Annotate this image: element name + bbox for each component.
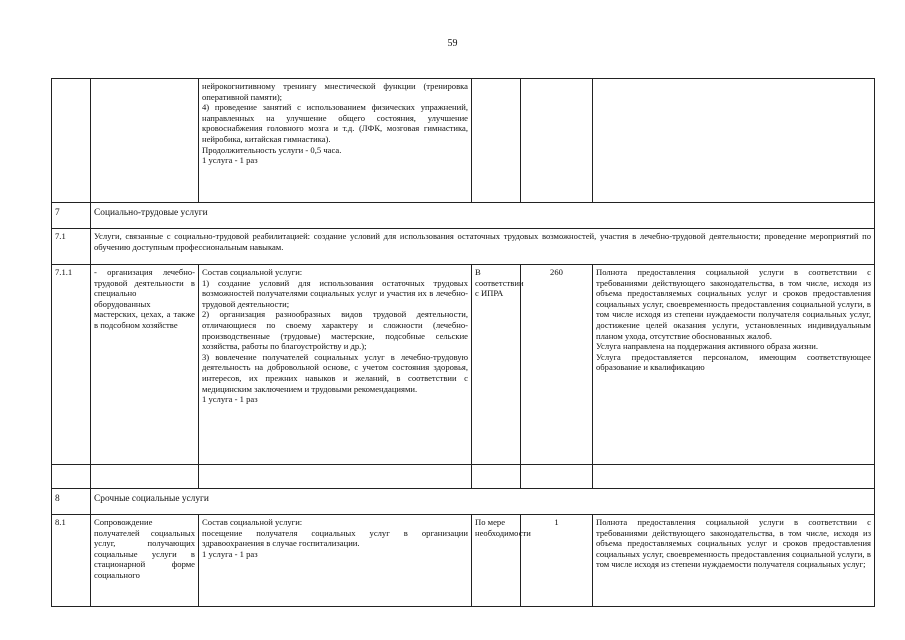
cell-name: Сопровождение получателей социальных услуг, получающих социальные услуги в стационарной форме социального: [91, 515, 199, 607]
section-number: 8: [52, 489, 91, 515]
cell-volume: [521, 465, 593, 489]
cell-num: [52, 79, 91, 203]
table-row: [52, 79, 875, 203]
cell-name: - организация лечебно-трудовой деятельности в специально оборудованных мастерских, цехах, а также в подсобном хозяйстве: [91, 265, 199, 465]
cell-content: [199, 465, 472, 489]
cell-period: По мере необходимости: [472, 515, 521, 607]
cell-num: 8.1: [52, 515, 91, 607]
cell-quality: [593, 465, 875, 489]
section-row: [52, 203, 875, 229]
cell-volume: [521, 79, 593, 203]
cell-volume: 260: [521, 265, 593, 465]
section-row: [52, 489, 875, 515]
section-title: Социально-трудовые услуги: [91, 203, 875, 229]
cell-num: [52, 465, 91, 489]
table-row: [52, 515, 875, 607]
cell-period: [472, 465, 521, 489]
subsection-row: [52, 229, 875, 265]
table-row: [52, 265, 875, 465]
cell-content: Состав социальной услуги: посещение получателя социальных услуг в организации здравоохранения в случае госпитализации. 1 услуга - 1 раз: [199, 515, 472, 607]
cell-period: [472, 79, 521, 203]
cell-name: [91, 79, 199, 203]
cell-quality: Полнота предоставления социальной услуги в соответствии с требованиями действующего законодательства, в том числе, исходя из объема предоставляемых социальных услуг и сроков предоставления социальных услуг, своевременность предоставления социальной услуги, в том числе исходя из степени нуждаемости получателя социальных услуг, достижение целей оказания услуги, установленных индивидуальным планом ухода, отсутствие обоснованных жалоб. Услуга направлена на поддержания активного образа жизни. Услуга предоставляется персоналом, имеющим соответствующее образование и квалификацию: [593, 265, 875, 465]
cell-quality: Полнота предоставления социальной услуги в соответствии с требованиями действующего законодательства, в том числе, исходя из объема предоставляемых социальных услуг и сроков предоставления социальных услуг, своевременность предоставления социальной услуги, в том числе исходя из степени нуждаемости получателя социальных услуг;: [593, 515, 875, 607]
cell-period: В соответствии с ИПРА: [472, 265, 521, 465]
cell-content: Состав социальной услуги: 1) создание условий для использования остаточных трудовых возможностей получателями социальных услуг и участия их в лечебно-трудовой деятельности; 2) организация разнообразных видов трудовой деятельности, отличающиеся по своему характеру и сложности (лечебно-производственные (трудовые) мастерские, подсобные сельские хозяйства, работы по благоустройству и др.); 3) вовлечение получателей социальных услуг в лечебно-трудовую деятельность на добровольной основе, с учетом состояния здоровья, интересов, их прежних навыков и желаний, в соответствии с медицинским заключением и трудовыми рекомендациями. 1 услуга - 1 раз: [199, 265, 472, 465]
subsection-title: Услуги, связанные с социально-трудовой реабилитацией: создание условий для использования остаточных трудовых возможностей, участия в лечебно-трудовой деятельности; проведение мероприятий по обучению доступным профессиональным навыкам.: [91, 229, 875, 265]
subsection-number: 7.1: [52, 229, 91, 265]
cell-content: нейрокогнитивному тренингу мнестической функции (тренировка оперативной памяти); 4) проведение занятий с использованием физических упражнений, направленных на улучшение общего состояния, улучшение кровоснабжения головного мозга и т.д. (ЛФК, мозговая гимнастика, нейробика, китайская гимнастика). Продолжительность услуги - 0,5 часа. 1 услуга - 1 раз: [199, 79, 472, 203]
cell-num: 7.1.1: [52, 265, 91, 465]
page-number: 59: [447, 38, 458, 49]
cell-name: [91, 465, 199, 489]
section-number: 7: [52, 203, 91, 229]
section-title: Срочные социальные услуги: [91, 489, 875, 515]
cell-quality: [593, 79, 875, 203]
cell-volume: 1: [521, 515, 593, 607]
services-table: [51, 78, 875, 607]
empty-row: [52, 465, 875, 489]
